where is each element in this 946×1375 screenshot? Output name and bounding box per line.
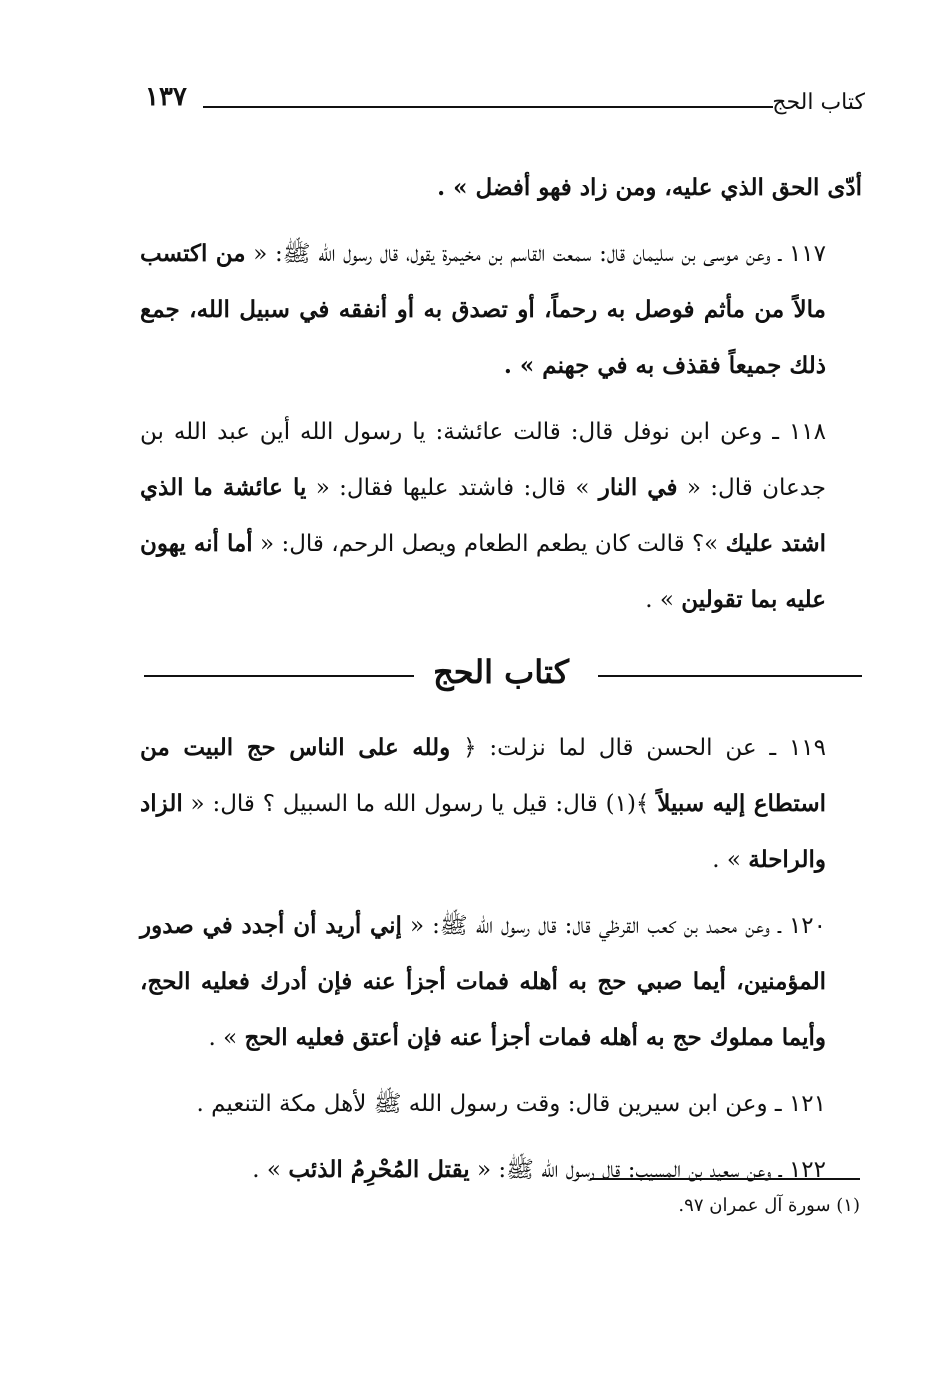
hadith-120 [140,898,862,1066]
heading-rule-left [144,675,414,677]
hadith-117 [140,226,862,394]
header-rule [203,106,773,108]
narration-text: ١١٨ ـ وعن ابن نوفل قال: قالت عائشة: يا رسول الله أين عبد الله بن جدعان قال: « [140,419,826,501]
narration-text: » . [712,847,749,873]
footnote-rule [590,1178,860,1180]
narration-text: » . [208,1025,245,1051]
hadith-text: يقتل المُحْرِمُ الذئب [288,1156,470,1183]
narration-text: » . [645,587,682,613]
page-number: ١٣٧ [145,82,187,112]
narration-text: » قال: فاشتد عليها فقال: « [306,475,599,501]
hadith-text: أما أنه يهون عليه بما تقولين [140,530,826,613]
narration-text: »؟ قالت كان يطعم الطعام ويصل الرحم، قال: « [252,531,726,557]
narration-text: ﴾(١) قال: قيل يا رسول الله ما السبيل ؟ قال: « [182,791,658,817]
hadith-119 [140,720,862,888]
section-title: كتاب الحج [433,653,569,691]
narration-text: ١١٩ ـ عن الحسن قال لما نزلت: ﴿ [450,735,826,761]
narration-text: ١٢١ ـ وعن ابن سيرين قال: وقت رسول الله ﷺ لأهل مكة التنعيم . [196,1091,826,1117]
hadith-text: من اكتسب مالاً من مأثم فوصل به رحماً، أو تصدق به أو أنفقه في سبيل الله، جمع ذلك جميعاً فقذف به في جهنم » . [140,240,826,379]
section-heading [140,640,862,710]
hadith-122 [140,1142,862,1198]
hadith-text: إني أريد أن أجدد في صدور المؤمنين، أيما صبي حج به أهله فمات أجزأ عنه فإن أدرك فعليه الحج، وأيما مملوك حج به أهله فمات أجزأ عنه فإن أعتق فعليه الحج [140,912,826,1051]
quran-verse: ولله على الناس حج البيت من استطاع إليه سبيلاً [140,734,827,817]
hadith-118 [140,404,862,628]
hadith-121 [140,1076,862,1132]
page-header [145,80,865,120]
running-title: كتاب الحج [772,90,865,115]
narration-text: ١١٧ ـ وعن موسى بن سليمان قال: سمعت القاسم بن مخيمرة يقول، قال رسول الله ﷺ: « [245,241,827,267]
hadith-text: يا عائشة ما الذي اشتد عليك [140,474,826,557]
narration-text: ١٢٢ ـ وعن سعيد بن المسيب: قال رسول الله ﷺ: « [469,1157,826,1183]
paragraph-continuation [140,160,862,216]
footnote: (١) سورة آل عمران ٩٧. [678,1195,860,1216]
hadith-text: أدّى الحق الذي عليه، ومن زاد فهو أفضل » . [437,174,862,201]
narration-text: » . [252,1157,289,1183]
narration-text: ١٢٠ ـ وعن محمد بن كعب القرظي قال: قال رسول الله ﷺ: « [401,913,826,939]
hadith-text: في النار [598,474,678,501]
hadith-text: الزاد والراحلة [140,790,826,873]
main-text [140,160,862,1208]
